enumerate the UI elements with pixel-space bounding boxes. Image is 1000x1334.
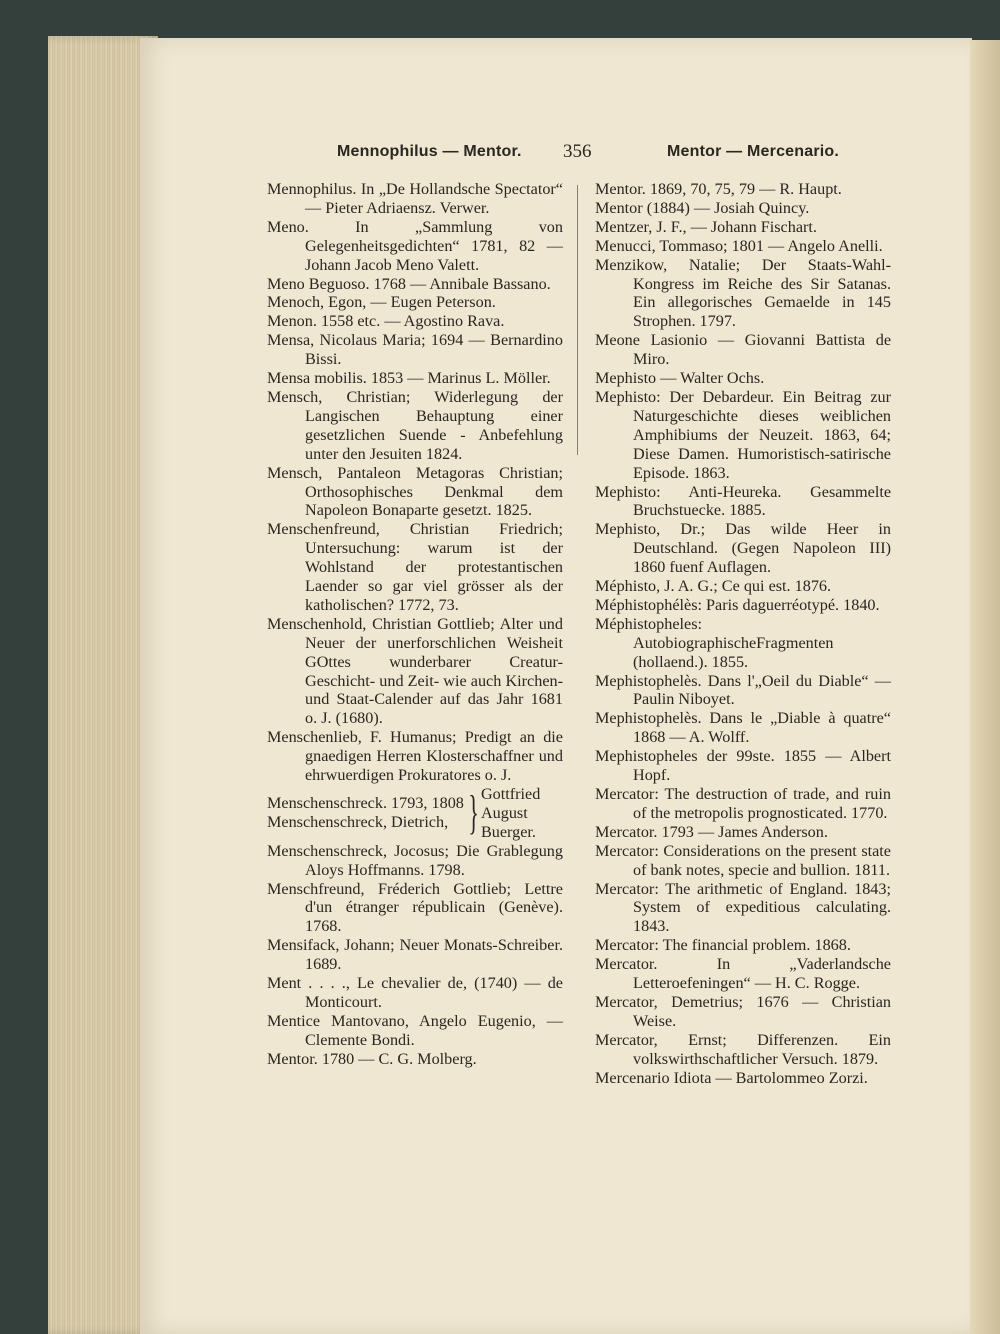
right-column	[595, 180, 891, 1088]
list-item: Mercator: Considerations on the present state of bank notes, specie and bullion. 1811.	[595, 841, 891, 879]
list-item: Mephisto: Der Debardeur. Ein Beitrag zur Naturgeschichte dieses weiblichen Amphibiums der Neuzeit. 1863, 64; Diese Damen. Humoristisch-satirische Episode. 1863.	[595, 387, 891, 482]
brace-target-line: Buerger.	[480, 822, 536, 841]
list-item: Méphisto, J. A. G.; Ce qui est. 1876.	[595, 577, 832, 596]
list-item: Menschenhold, Christian Gottlieb; Alter und Neuer der unerforschlichen Weisheit GOttes wunderbarer Creatur- Geschicht- und Zeit- wie auch Kirchen- und Staat-Calender auf das Jahr 1681 o. J. (1680).	[267, 614, 563, 728]
list-item: Mensa mobilis. 1853 — Marinus L. Möller.	[267, 369, 551, 388]
brace-target-line: August	[480, 803, 528, 822]
list-item: Mephistophelès. Dans le „Diable à quatre“ 1868 — A. Wolff.	[595, 709, 891, 747]
list-item: Mephistophelès. Dans l'„Oeil du Diable“ — Paulin Niboyet.	[595, 671, 891, 709]
list-item: Mentice Mantovano, Angelo Eugenio, — Clemente Bondi.	[267, 1011, 563, 1049]
list-item: Mephisto — Walter Ochs.	[595, 369, 765, 388]
list-item: Mentor. 1780 — C. G. Molberg.	[267, 1049, 477, 1068]
list-item: Mercator. In „Vaderlandsche Letteroefeningen“ — H. C. Rogge.	[595, 955, 891, 993]
list-item: Mentzer, J. F., — Johann Fischart.	[595, 217, 817, 236]
page-number: 356	[563, 141, 592, 162]
list-item: Mercator. 1793 — James Anderson.	[595, 822, 828, 841]
list-item: Ment . . . ., Le chevalier de, (1740) — de Monticourt.	[267, 974, 563, 1011]
list-item: Menoch, Egon, — Eugen Peterson.	[267, 293, 496, 312]
list-item: Mennophilus. In „De Hollandsche Spectator“ — Pieter Adriaensz. Verwer.	[267, 180, 563, 217]
list-item: Menucci, Tommaso; 1801 — Angelo Anelli.	[595, 236, 883, 255]
list-item: Menschenfreund, Christian Friedrich; Untersuchung: warum ist der Wohlstand der protestantischen Laender so gar viel grösser als der katholischen? 1772, 73.	[267, 520, 563, 614]
list-item: Meno Beguoso. 1768 — Annibale Bassano.	[267, 274, 551, 293]
list-item: Mensch, Pantaleon Metagoras Christian; Orthosophisches Denkmal dem Napoleon Bonaparte gesetzt. 1825.	[267, 463, 563, 520]
left-column	[267, 180, 563, 1069]
list-item: Mephisto: Anti-Heureka. Gesammelte Bruchstuecke. 1885.	[595, 482, 891, 520]
list-item: Menon. 1558 etc. — Agostino Rava.	[267, 312, 505, 331]
right-page-edge	[970, 40, 1000, 1334]
list-item: Mercenario Idiota — Bartolommeo Zorzi.	[595, 1068, 868, 1087]
list-item: Mephisto, Dr.; Das wilde Heer in Deutschland. (Gegen Napoleon III) 1860 fuenf Auflagen.	[595, 520, 891, 577]
running-head-right: Mentor — Mercenario.	[667, 143, 840, 160]
list-item: Méphistopheles: AutobiographischeFragmenten (hollaend.). 1855.	[595, 614, 834, 671]
list-item: Mercator: The financial problem. 1868.	[595, 936, 851, 955]
brace-line: Menschenschreck. 1793, 1808	[267, 794, 464, 813]
list-item: Mentor (1884) — Josiah Quincy.	[595, 198, 810, 217]
list-item: Mercator: The destruction of trade, and ruin of the metropolis prognosticated. 1770.	[595, 785, 891, 822]
list-item: Mercator, Demetrius; 1676 — Christian Weise.	[595, 992, 891, 1030]
list-item: Meno. In „Sammlung von Gelegenheitsgedichten“ 1781, 82 — Johann Jacob Meno Valett.	[267, 217, 563, 274]
list-item: Meone Lasionio — Giovanni Battista de Miro.	[595, 331, 891, 369]
list-item: Menschfreund, Fréderich Gottlieb; Lettre d'un étranger républicain (Genève). 1768.	[267, 879, 563, 936]
list-item: Méphistophélès: Paris daguerréotypé. 1840.	[595, 595, 880, 614]
list-item: Menzikow, Natalie; Der Staats-Wahl-Kongress im Reiche des Sir Satanas. Ein allegorisches Gemaelde in 145 Strophen. 1797.	[595, 255, 891, 331]
brace-entry	[267, 785, 563, 842]
brace-target-line: Gottfried	[480, 785, 541, 803]
running-head-left: Mennophilus — Mentor.	[337, 143, 522, 160]
list-item: Mentor. 1869, 70, 75, 79 — R. Haupt.	[595, 180, 842, 198]
list-item: Menschenschreck, Jocosus; Die Grablegung Aloys Hoffmanns. 1798.	[267, 841, 563, 879]
list-item: Mercator, Ernst; Differenzen. Ein volkswirthschaftlicher Versuch. 1879.	[595, 1030, 891, 1068]
brace-symbol: }	[468, 786, 479, 840]
brace-line: Menschenschreck, Dietrich,	[267, 813, 449, 832]
list-item: Mensch, Christian; Widerlegung der Langischen Behauptung einer gesetzlichen Suende - Anbefehlung unter den Jesuiten 1824.	[267, 387, 563, 463]
list-item: Mercator: The arithmetic of England. 1843; System of expeditious calculating. 1843.	[595, 879, 891, 936]
column-divider	[577, 185, 578, 455]
list-item: Mensa, Nicolaus Maria; 1694 — Bernardino Bissi.	[267, 331, 563, 369]
list-item: Menschenlieb, F. Humanus; Predigt an die gnaedigen Herren Klosterschaffner und ehrwuerdigen Prokuratores o. J.	[267, 728, 563, 785]
list-item: Mensifack, Johann; Neuer Monats-Schreiber. 1689.	[267, 936, 563, 974]
list-item: Mephistopheles der 99ste. 1855 — Albert Hopf.	[595, 747, 891, 785]
